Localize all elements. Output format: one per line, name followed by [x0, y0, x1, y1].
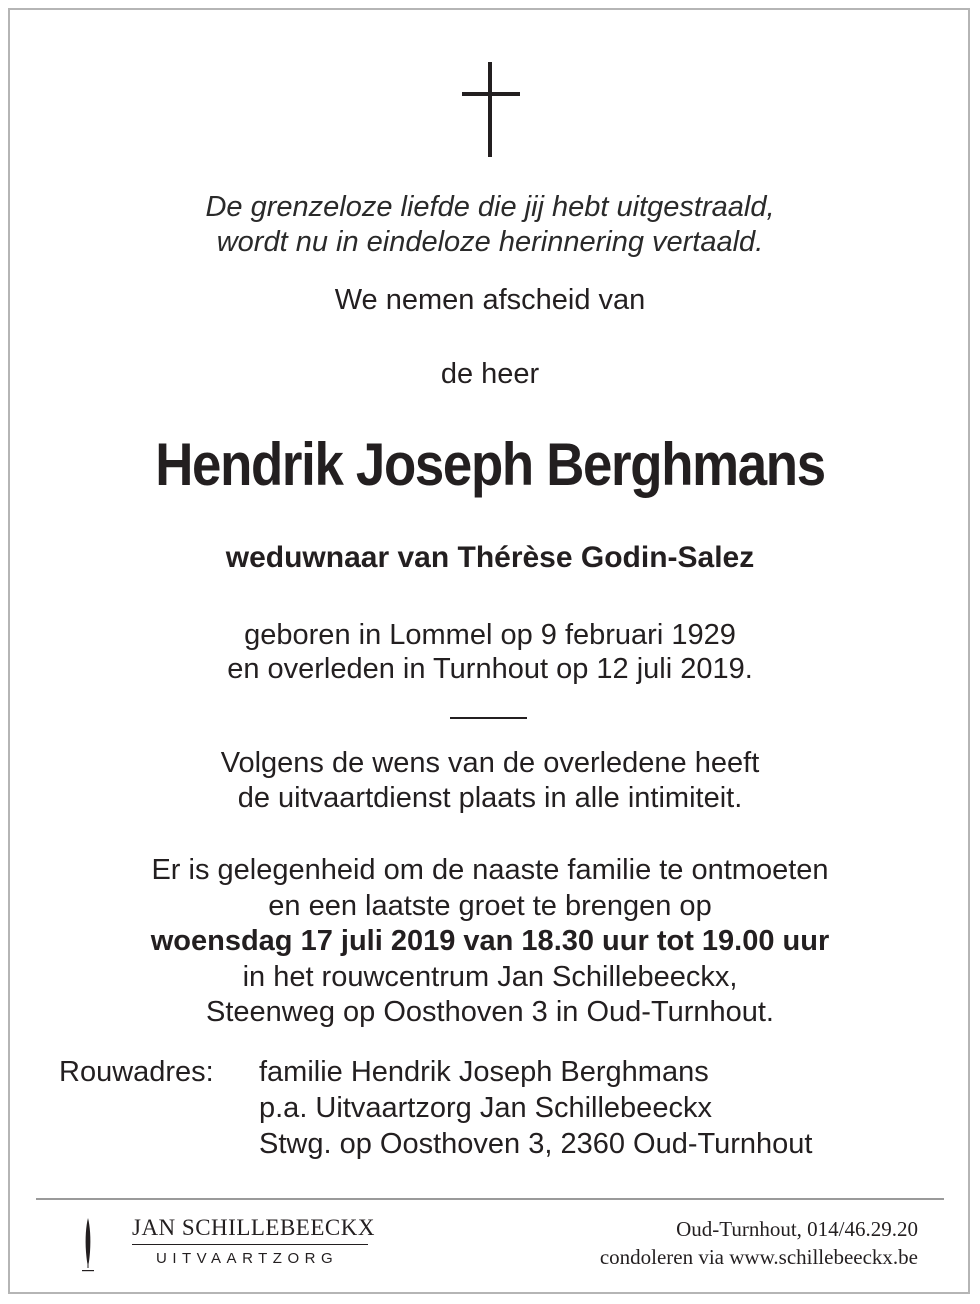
address-line: p.a. Uitvaartzorg Jan Schillebeeckx [259, 1092, 712, 1124]
contact-website: condoleren via www.schillebeeckx.be [599, 1245, 918, 1269]
visitation-info [0, 853, 980, 1031]
logo-name: JAN SCHILLEBEECKX [132, 1215, 375, 1240]
wish-line: de uitvaartdienst plaats in alle intimiteit. [237, 782, 743, 814]
footer-divider [36, 1198, 944, 1200]
address-block [259, 1054, 813, 1162]
wish-line: Volgens de wens van de overledene heeft [220, 747, 760, 779]
memorial-quote [0, 190, 980, 260]
logo-subtitle: UITVAARTZORG [156, 1250, 339, 1267]
quote-line: De grenzeloze liefde die jij hebt uitgestraald, [205, 191, 775, 223]
deceased-name: Hendrik Joseph Berghmans [155, 431, 825, 498]
honorific: de heer [440, 358, 540, 390]
death-line: en overleden in Turnhout op 12 juli 2019. [227, 653, 753, 685]
cypress-tree-icon [82, 1218, 94, 1274]
funeral-wish [0, 746, 980, 816]
footer-contact [600, 1215, 918, 1271]
life-dates [0, 618, 980, 686]
address-line: familie Hendrik Joseph Berghmans [259, 1056, 709, 1088]
contact-phone: Oud-Turnhout, 014/46.29.20 [676, 1217, 918, 1241]
intro-text: We nemen afscheid van [334, 284, 646, 316]
visit-datetime: woensdag 17 juli 2019 van 18.30 uur tot 19.00 uur [150, 925, 830, 957]
section-divider [450, 717, 527, 719]
visit-line: in het rouwcentrum Jan Schillebeeckx, [242, 960, 738, 993]
visit-line: Er is gelegenheid om de naaste familie te ontmoeten [151, 854, 829, 886]
visit-line: Steenweg op Oosthoven 3 in Oud-Turnhout. [205, 996, 774, 1028]
logo-rule [132, 1244, 368, 1245]
address-label: Rouwadres: [59, 1056, 214, 1088]
quote-line: wordt nu in eindeloze herinnering vertaald. [216, 226, 764, 258]
visit-line: en een laatste groet te brengen op [268, 889, 712, 922]
widower-line: weduwnaar van Thérèse Godin-Salez [225, 541, 755, 574]
birth-line: geboren in Lommel op 9 februari 1929 [244, 619, 736, 651]
address-line: Stwg. op Oosthoven 3, 2360 Oud-Turnhout [259, 1128, 813, 1160]
